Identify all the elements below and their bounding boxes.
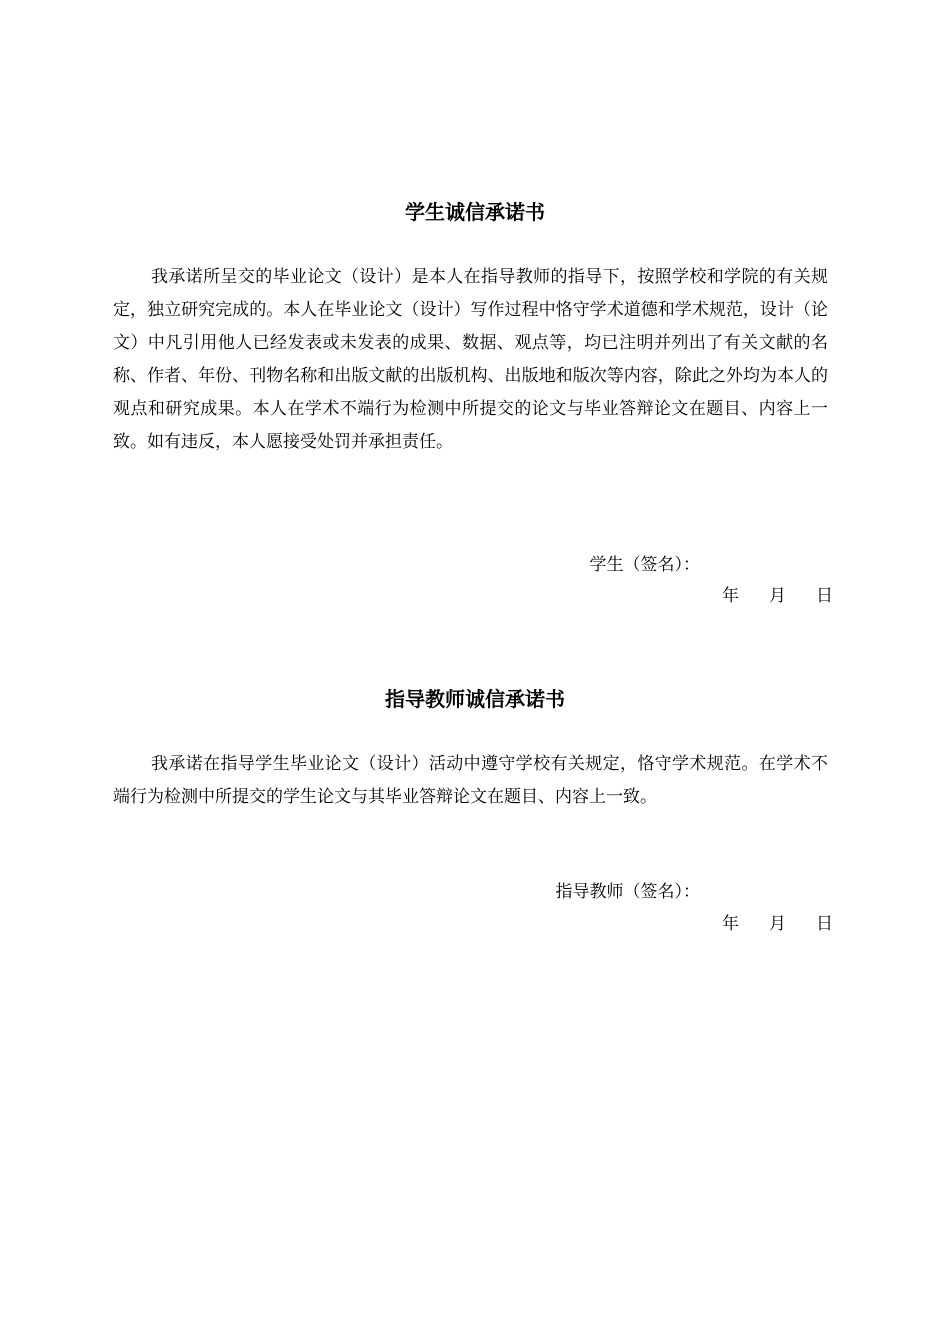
student-date-year: 年 [722,586,739,606]
advisor-signature-label: 指导教师（签名）： [555,882,700,902]
student-date-line [722,584,833,608]
student-pledge-body: 我承诺所呈交的毕业论文（设计）是本人在指导教师的指导下，按照学校和学院的有关规定，独立研究完成的。本人在毕业论文（设计）写作过程中恪守学术道德和学术规范，设计（论文）中凡引用他人已经发表或未发表的成果、数据、观点等，均已注明并列出了有关文献的名称、作者、年份、刊物名称和出版文献的出版机构、出版地和版次等内容，除此之外均为本人的观点和研究成果。本人在学术不端行为检测中所提交的论文与毕业答辩论文在题目、内容上一致。如有违反，本人愿接受处罚并承担责任。 [113,267,828,452]
advisor-date-line [722,912,833,936]
student-signature-label: 学生（签名）： [589,555,700,575]
student-pledge-title: 学生诚信承诺书 [405,200,545,224]
advisor-date-day: 日 [816,914,833,934]
advisor-date-month: 月 [769,914,786,934]
student-date-month: 月 [769,586,786,606]
student-date-day: 日 [816,586,833,606]
advisor-date-year: 年 [722,914,739,934]
advisor-pledge-title: 指导教师诚信承诺书 [385,687,565,711]
advisor-pledge-body: 我承诺在指导学生毕业论文（设计）活动中遵守学校有关规定，恪守学术规范。在学术不端行为检测中所提交的学生论文与其毕业答辩论文在题目、内容上一致。 [113,754,828,807]
